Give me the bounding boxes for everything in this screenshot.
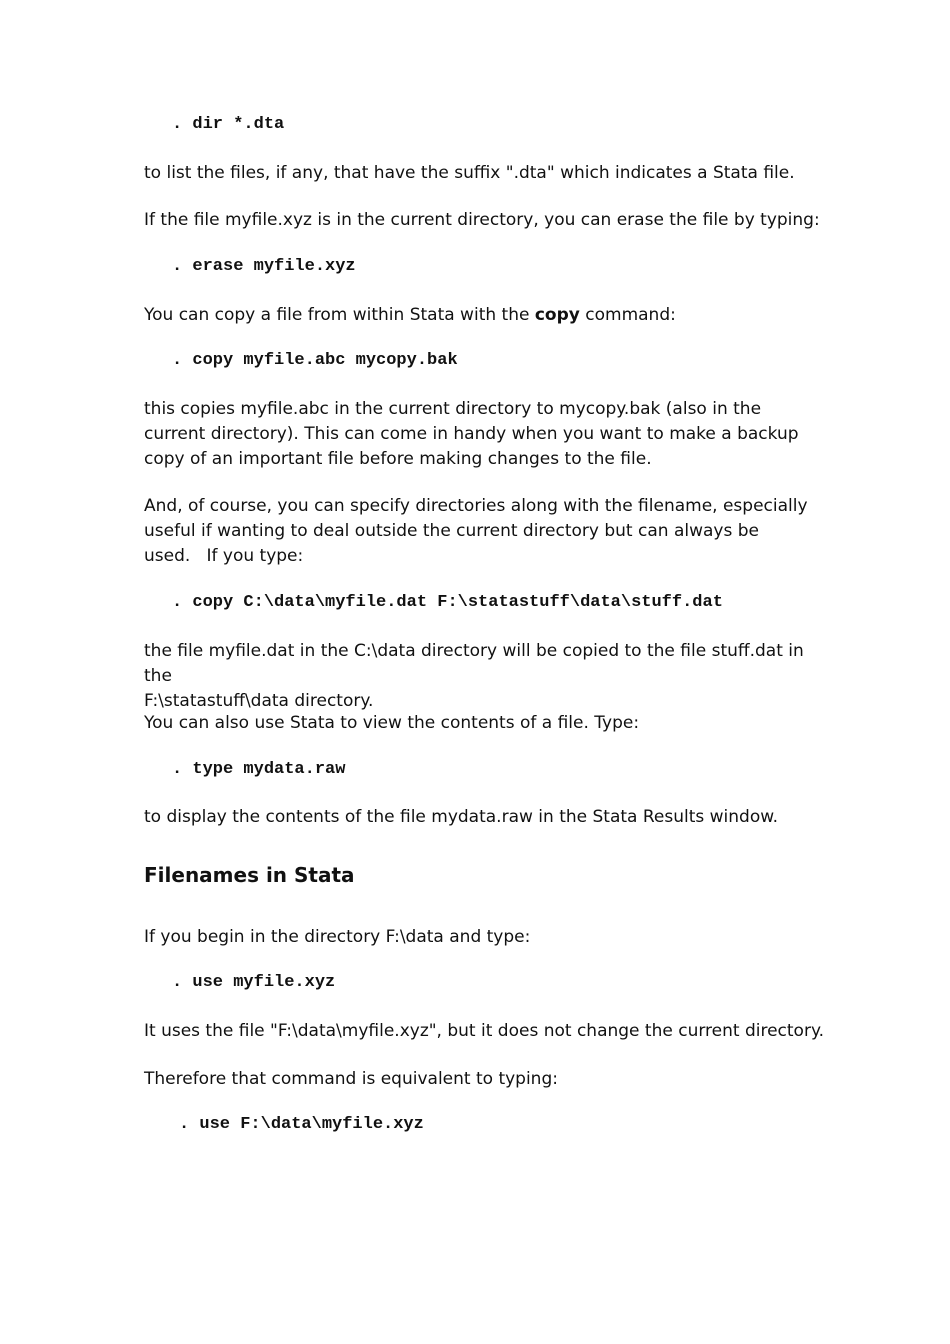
paragraph-begin: If you begin in the directory F:\data and type: xyxy=(144,927,531,947)
paragraph-copy-explain xyxy=(144,397,834,472)
paragraph-copy-intro xyxy=(144,303,834,328)
paragraph-directories xyxy=(144,494,834,569)
paragraph-uses: It uses the file "F:\data\myfile.xyz", but it does not change the current directory. xyxy=(144,1021,824,1041)
copy-intro-text-before: You can copy a file from within Stata with the xyxy=(144,305,535,325)
paragraph-copied xyxy=(144,639,834,714)
paragraph-view-intro: You can also use Stata to view the contents of a file. Type: xyxy=(144,713,640,733)
copy-intro-text-after: command: xyxy=(579,305,676,325)
copy-explain-line-2: current directory). This can come in handy when you want to make a backup xyxy=(144,424,799,444)
code-copy-directories: . copy C:\data\myfile.dat F:\statastuff\data\stuff.dat xyxy=(172,593,723,612)
copied-line-1: the file myfile.dat in the C:\data directory will be copied to the file stuff.dat in the xyxy=(144,641,804,686)
paragraph-therefore: Therefore that command is equivalent to typing: xyxy=(144,1069,558,1089)
code-dir: . dir *.dta xyxy=(172,115,285,134)
directories-line-3: used. If you type: xyxy=(144,546,304,566)
heading-filenames-in-stata: Filenames in Stata xyxy=(144,863,355,887)
directories-line-1: And, of course, you can specify directories along with the filename, especially xyxy=(144,496,808,516)
code-erase: . erase myfile.xyz xyxy=(172,257,356,276)
copy-explain-line-3: copy of an important file before making changes to the file. xyxy=(144,449,652,469)
code-use-full-path: . use F:\data\myfile.xyz xyxy=(179,1115,424,1134)
paragraph-display: to display the contents of the file mydata.raw in the Stata Results window. xyxy=(144,807,778,827)
code-type: . type mydata.raw xyxy=(172,760,346,779)
code-copy: . copy myfile.abc mycopy.bak xyxy=(172,351,458,370)
copied-line-2: F:\statastuff\data directory. xyxy=(144,691,374,711)
paragraph-list-files: to list the files, if any, that have the suffix ".dta" which indicates a Stata file. xyxy=(144,163,795,183)
copy-command-bold: copy xyxy=(534,305,580,325)
paragraph-erase-intro: If the file myfile.xyz is in the current directory, you can erase the file by typing: xyxy=(144,210,820,230)
code-use: . use myfile.xyz xyxy=(172,973,336,992)
directories-line-2: useful if wanting to deal outside the current directory but can always be xyxy=(144,521,759,541)
copy-explain-line-1: this copies myfile.abc in the current directory to mycopy.bak (also in the xyxy=(144,399,762,419)
